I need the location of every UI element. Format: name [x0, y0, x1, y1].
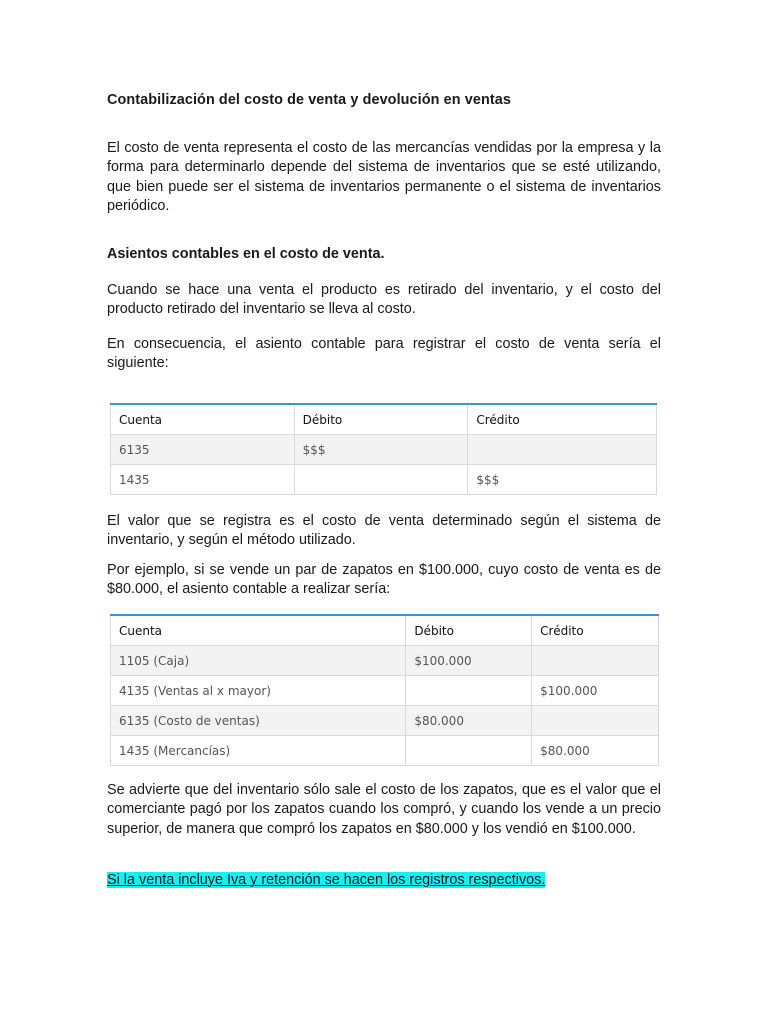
table-row [111, 676, 659, 706]
cell-debito: $100.000 [406, 646, 532, 676]
example-paragraph: Por ejemplo, si se vende un par de zapatos en $100.000, cuyo costo de venta es de $80.000, el asiento contable a realizar sería: [107, 562, 661, 598]
table-row [111, 435, 657, 465]
header-credito: Crédito [532, 615, 659, 646]
document-title: Contabilización del costo de venta y devolución en ventas [107, 92, 511, 108]
consequence-paragraph: En consecuencia, el asiento contable para registrar el costo de venta sería el siguiente: [107, 336, 661, 372]
intro-paragraph: El costo de venta representa el costo de las mercancías vendidas por la empresa y la forma para determinarlo depende del sistema de inventarios que se esté utilizando, que bien puede ser el sistema de inventarios permanente o el sistema de inventarios periódico. [107, 140, 661, 214]
cell-cuenta: 6135 (Costo de ventas) [111, 706, 406, 736]
cell-cuenta: 1435 (Mercancías) [111, 736, 406, 766]
header-credito: Crédito [468, 404, 657, 435]
table-row [111, 736, 659, 766]
cell-debito: $$$ [294, 435, 468, 465]
header-debito: Débito [294, 404, 468, 435]
header-cuenta: Cuenta [111, 404, 295, 435]
header-debito: Débito [406, 615, 532, 646]
cell-cuenta: 1105 (Caja) [111, 646, 406, 676]
sale-paragraph: Cuando se hace una venta el producto es retirado del inventario, y el costo del producto retirado del inventario se lleva al costo. [107, 282, 661, 318]
note-paragraph: Se advierte que del inventario sólo sale el costo de los zapatos, que es el valor que el comerciante pagó por los zapatos cuando los compró, y cuando los vende a un precio superior, de manera que compró los zapatos en $80.000 y los vendió en $100.000. [107, 782, 661, 837]
section-heading: Asientos contables en el costo de venta. [107, 246, 385, 262]
value-paragraph: El valor que se registra es el costo de venta determinado según el sistema de inventario, y según el método utilizado. [107, 513, 661, 549]
cell-credito: $100.000 [532, 676, 659, 706]
entry-table-example [110, 614, 659, 766]
table-header-row [111, 404, 657, 435]
cell-credito: $80.000 [532, 736, 659, 766]
cell-credito [468, 435, 657, 465]
cell-debito [294, 465, 468, 495]
header-cuenta: Cuenta [111, 615, 406, 646]
cell-debito [406, 736, 532, 766]
table-row [111, 646, 659, 676]
cell-cuenta: 1435 [111, 465, 295, 495]
cell-credito [532, 646, 659, 676]
cell-cuenta: 4135 (Ventas al x mayor) [111, 676, 406, 706]
cell-cuenta: 6135 [111, 435, 295, 465]
highlight-paragraph [107, 871, 661, 890]
highlighted-note: Si la venta incluye Iva y retención se hacen los registros respectivos. [107, 872, 546, 888]
cell-debito [406, 676, 532, 706]
table-header-row [111, 615, 659, 646]
cell-debito: $80.000 [406, 706, 532, 736]
cell-credito: $$$ [468, 465, 657, 495]
table-row [111, 706, 659, 736]
cell-credito [532, 706, 659, 736]
entry-table-generic [110, 403, 657, 495]
table-row [111, 465, 657, 495]
